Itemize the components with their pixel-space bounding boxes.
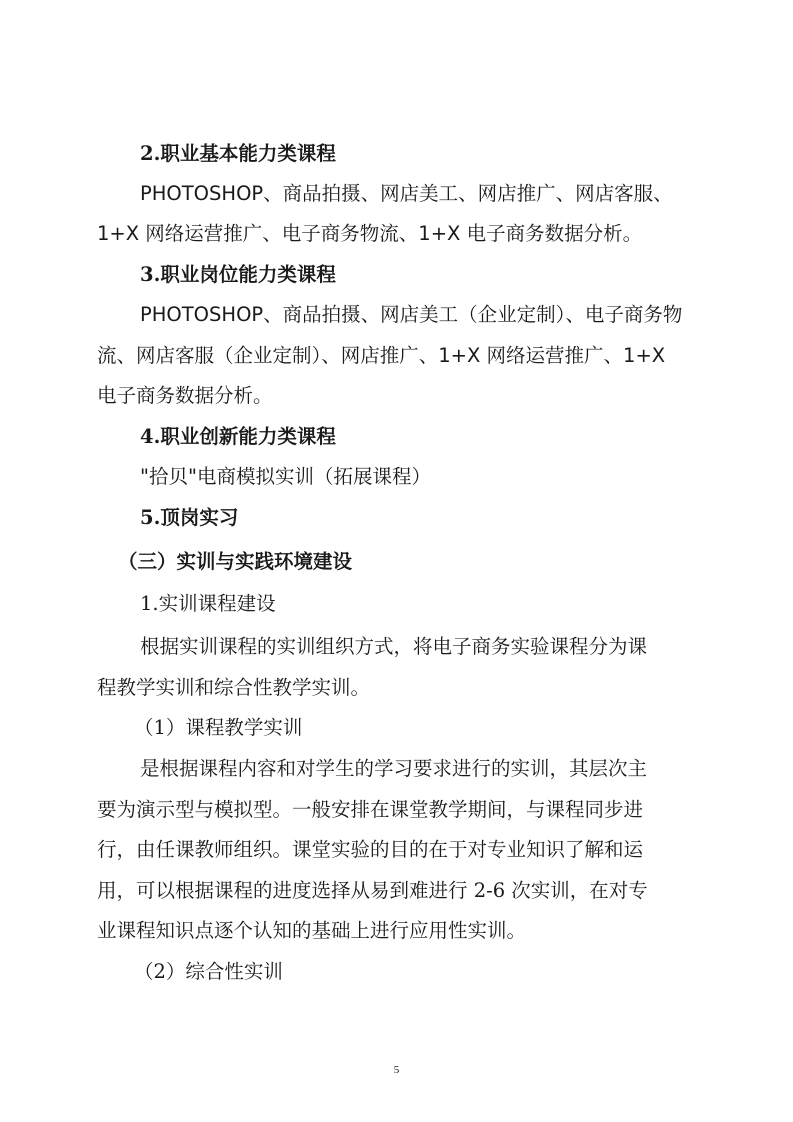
section-heading-2: 2.职业基本能力类课程 [140,142,336,165]
section-heading-3: 3.职业岗位能力类课程 [140,263,336,286]
paragraph-line: 1+X 网络运营推广、电子商务物流、1+X 电子商务数据分析。 [97,222,643,245]
section-title: （三）实训与实践环境建设 [118,550,353,573]
paragraph-line: 要为演示型与模拟型。一般安排在课堂教学期间，与课程同步进 [97,798,644,821]
item-title: （1）课程教学实训 [134,716,303,739]
paragraph-line: PHOTOSHOP、商品拍摄、网店美工（企业定制）、电子商务物 [140,303,683,326]
section-heading-4: 4.职业创新能力类课程 [140,425,336,448]
paragraph-line: 电子商务数据分析。 [97,384,273,407]
paragraph-line: 业课程知识点逐个认知的基础上进行应用性实训。 [97,919,527,942]
paragraph-line: 用，可以根据课程的进度选择从易到难进行 2-6 次实训，在对专 [97,879,648,902]
page-number: 5 [393,1064,400,1076]
paragraph-line: 根据实训课程的实训组织方式，将电子商务实验课程分为课 [140,635,648,658]
subsection-title: 1.实训课程建设 [140,592,276,615]
paragraph-line: 流、网店客服（企业定制）、网店推广、1+X 网络运营推广、1+X [97,344,666,367]
item-title: （2）综合性实训 [134,960,283,983]
paragraph-line: 程教学实训和综合性教学实训。 [97,676,371,699]
section-heading-5: 5.顶岗实习 [140,506,239,529]
paragraph-line: 行，由任课教师组织。课堂实验的目的在于对专业知识了解和运 [97,838,644,861]
paragraph-line: 是根据课程内容和对学生的学习要求进行的实训，其层次主 [140,757,648,780]
paragraph-line: PHOTOSHOP、商品拍摄、网店美工、网店推广、网店客服、 [140,182,673,205]
paragraph-line: "拾贝"电商模拟实训（拓展课程） [140,465,431,488]
